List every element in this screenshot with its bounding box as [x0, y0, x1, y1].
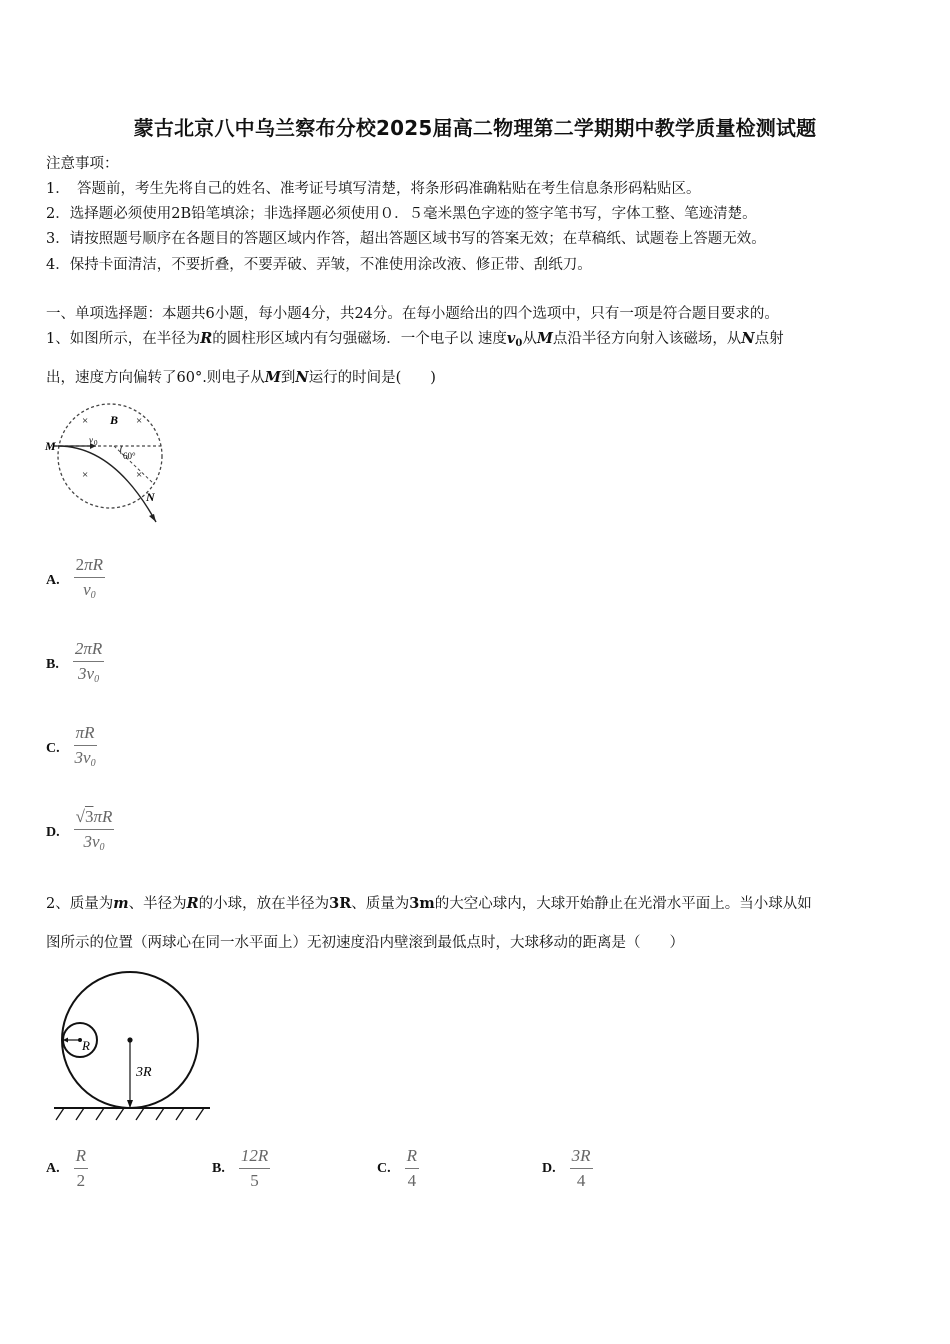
q1-option-c[interactable]: C. $\frac{\pi R}{3v_0}$: [46, 723, 97, 774]
option-d-fraction: $\frac{√3\pi R}{3v_0}$: [75, 807, 113, 853]
velocity-label-sub: 0: [94, 439, 98, 447]
q1-magnetic-field-figure: [44, 392, 169, 526]
q2-spheres-figure: [50, 968, 215, 1126]
section-heading: 一、单项选择题：本题共6小题，每小题4分，共24分。在每小题给出的四个选项中，只有一项是符合题目要求的。: [46, 306, 779, 322]
option-b-fraction: $\frac{2\pi R}{3v_0}$: [74, 639, 103, 685]
point-label-n: N: [146, 490, 155, 504]
q2-option-c-fraction: $\frac{R}{4}$: [406, 1146, 418, 1190]
electron-trajectory: [58, 446, 156, 522]
q2-line-1: 2、质量为m、半径为R的小球，放在半径为3R、质量为3m的大空心球内，大球开始静止在光滑水平面上。当小球从如: [46, 895, 812, 912]
q2-option-b[interactable]: B. $\frac{12R}{5}$: [212, 1146, 269, 1190]
notice-item-2: 2．选择题必须使用2B铅笔填涂；非选择题必须使用０．５毫米黑色字迹的签字笔书写，字体工整、笔迹清楚。: [46, 206, 757, 222]
angle-label: 60°: [123, 451, 136, 461]
q2-option-a-fraction: $\frac{R}{2}$: [75, 1146, 87, 1190]
notice-item-4: 4．保持卡面清洁，不要折叠，不要弄破、弄皱，不准使用涂改液、修正带、刮纸刀。: [46, 257, 592, 273]
page-title: 蒙古北京八中乌兰察布分校2025届高二物理第二学期期中教学质量检测试题: [133, 116, 817, 140]
velocity-label: v: [89, 435, 93, 445]
q2-option-d-fraction: $\frac{3R}{4}$: [571, 1146, 591, 1190]
option-c-fraction: $\frac{\pi R}{3v_0}$: [74, 723, 96, 769]
field-label-b: B: [110, 413, 119, 427]
large-radius-arrowhead: [127, 1100, 133, 1108]
cross-mark: ×: [136, 415, 143, 427]
notice-heading: 注意事项：: [46, 156, 119, 172]
notice-item-1: 1． 答题前，考生先将自己的姓名、准考证号填写清楚，将条形码准确粘贴在考生信息条形码粘贴区。: [46, 181, 701, 197]
point-label-m: M: [45, 439, 56, 453]
cross-mark: ×: [136, 469, 143, 481]
q2-option-b-fraction: $\frac{12R}{5}$: [240, 1146, 269, 1190]
q1-option-b[interactable]: B. $\frac{2\pi R}{3v_0}$: [46, 639, 104, 690]
large-radius-label: 3R: [136, 1065, 152, 1080]
q1-option-a[interactable]: A. $\frac{2\pi R}{v_0}$: [46, 555, 105, 606]
q2-option-a[interactable]: A. $\frac{R}{2}$: [46, 1146, 87, 1190]
q1-line-2: 出，速度方向偏转了60°.则电子从M到N运行的时间是( ): [46, 369, 436, 386]
small-radius-label: R: [82, 1038, 90, 1053]
q2-option-d[interactable]: D. $\frac{3R}{4}$: [542, 1146, 591, 1190]
notice-item-3: 3．请按照题号顺序在各题目的答题区域内作答，超出答题区域书写的答案无效；在草稿纸、试题卷上答题无效。: [46, 231, 766, 247]
q1-line-1: 1、如图所示，在半径为R的圆柱形区域内有匀强磁场．一个电子以 速度$v_0$从M点沿半径方向射入该磁场，从N点射: [46, 330, 784, 349]
q2-option-c[interactable]: C. $\frac{R}{4}$: [377, 1146, 418, 1190]
angle-arc: [121, 446, 122, 454]
option-a-fraction: $\frac{2\pi R}{v_0}$: [75, 555, 104, 601]
cross-mark: ×: [82, 415, 89, 427]
trajectory-arrowhead: [149, 514, 156, 522]
q2-line-2: 图所示的位置（两球心在同一水平面上）无初速度沿内壁滚到最低点时，大球移动的距离是（ ）: [46, 935, 684, 951]
q1-option-d[interactable]: D. $\frac{√3\pi R}{3v_0}$: [46, 807, 114, 858]
cross-mark: ×: [82, 469, 89, 481]
ground-hatching: [56, 1108, 204, 1120]
